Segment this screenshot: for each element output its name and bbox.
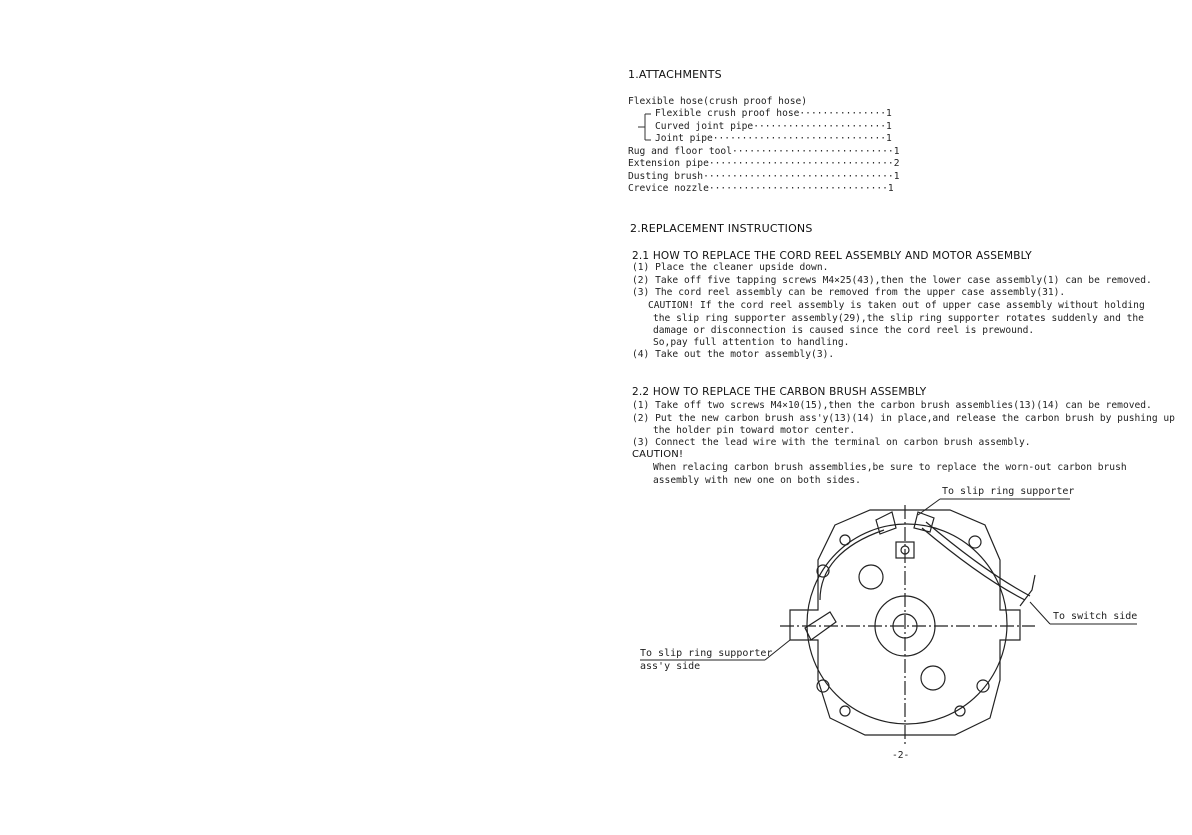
- caution-line: CAUTION! If the cord reel assembly is taken out of upper case assembly without holding: [648, 300, 1145, 311]
- caution-line: When relacing carbon brush assemblies,be sure to replace the worn-out carbon brush: [653, 462, 1127, 473]
- lead-wire: [922, 528, 1025, 600]
- brush-holder-top-left: [876, 512, 896, 534]
- caution-label: CAUTION!: [632, 449, 684, 460]
- caution-line: assembly with new one on both sides.: [653, 475, 861, 486]
- label-slip-ring-supporter-top: To slip ring supporter: [942, 486, 1075, 497]
- instruction-line: (3) Connect the lead wire with the terminal on carbon brush assembly.: [632, 437, 1031, 448]
- attachment-line: Joint pipe······························1: [655, 133, 892, 144]
- instruction-line: (4) Take out the motor assembly(3).: [632, 349, 835, 360]
- lead-wire-end: [1020, 575, 1035, 606]
- page-number: -2-: [892, 750, 910, 761]
- caution-line: the slip ring supporter assembly(29),the slip ring supporter rotates suddenly and the: [653, 313, 1144, 324]
- subsection-2-1-title: 2.1 HOW TO REPLACE THE CORD REEL ASSEMBLY AND MOTOR ASSEMBLY: [632, 250, 1032, 262]
- section-1-title: 1.ATTACHMENTS: [628, 68, 722, 81]
- hole: [817, 680, 829, 692]
- lead-wire: [926, 522, 1030, 596]
- attachment-line: Rug and floor tool····························1: [628, 146, 900, 157]
- instruction-line: (1) Place the cleaner upside down.: [632, 262, 829, 273]
- leader-lines: [640, 499, 1137, 660]
- label-assy-side: ass'y side: [640, 661, 701, 672]
- attachment-line: Dusting brush·································1: [628, 171, 900, 182]
- hole: [840, 535, 850, 545]
- caution-line: damage or disconnection is caused since the cord reel is prewound.: [653, 325, 1035, 336]
- instruction-line: (2) Take off five tapping screws M4×25(43),then the lower case assembly(1) can be removed.: [632, 275, 1152, 286]
- label-switch-side: To switch side: [1053, 611, 1138, 622]
- attachment-line: Curved joint pipe·······················1: [655, 121, 892, 132]
- hole: [840, 706, 850, 716]
- hole: [969, 536, 981, 548]
- attachment-line: Flexible crush proof hose···············1: [655, 108, 892, 119]
- hole: [859, 565, 883, 589]
- subsection-2-2-title: 2.2 HOW TO REPLACE THE CARBON BRUSH ASSEMBLY: [632, 386, 927, 398]
- instruction-line: (3) The cord reel assembly can be removed from the upper case assembly(31).: [632, 287, 1066, 298]
- hole: [977, 680, 989, 692]
- instruction-line: (2) Put the new carbon brush ass'y(13)(14) in place,and release the carbon brush by pushing up: [632, 413, 1175, 424]
- instruction-line: the holder pin toward motor center.: [653, 425, 856, 436]
- instruction-line: (1) Take off two screws M4×10(15),then the carbon brush assemblies(13)(14) can be removed.: [632, 400, 1152, 411]
- hose-bracket: [638, 114, 651, 140]
- attachment-line: Extension pipe································2: [628, 158, 900, 169]
- attachment-line: Crevice nozzle·······························1: [628, 183, 894, 194]
- attachment-line: Flexible hose(crush proof hose): [628, 96, 808, 107]
- section-2-title: 2.REPLACEMENT INSTRUCTIONS: [630, 222, 813, 235]
- label-slip-ring-supporter-left: To slip ring supporter: [640, 648, 773, 659]
- caution-line: So,pay full attention to handling.: [653, 337, 850, 348]
- hole: [921, 666, 945, 690]
